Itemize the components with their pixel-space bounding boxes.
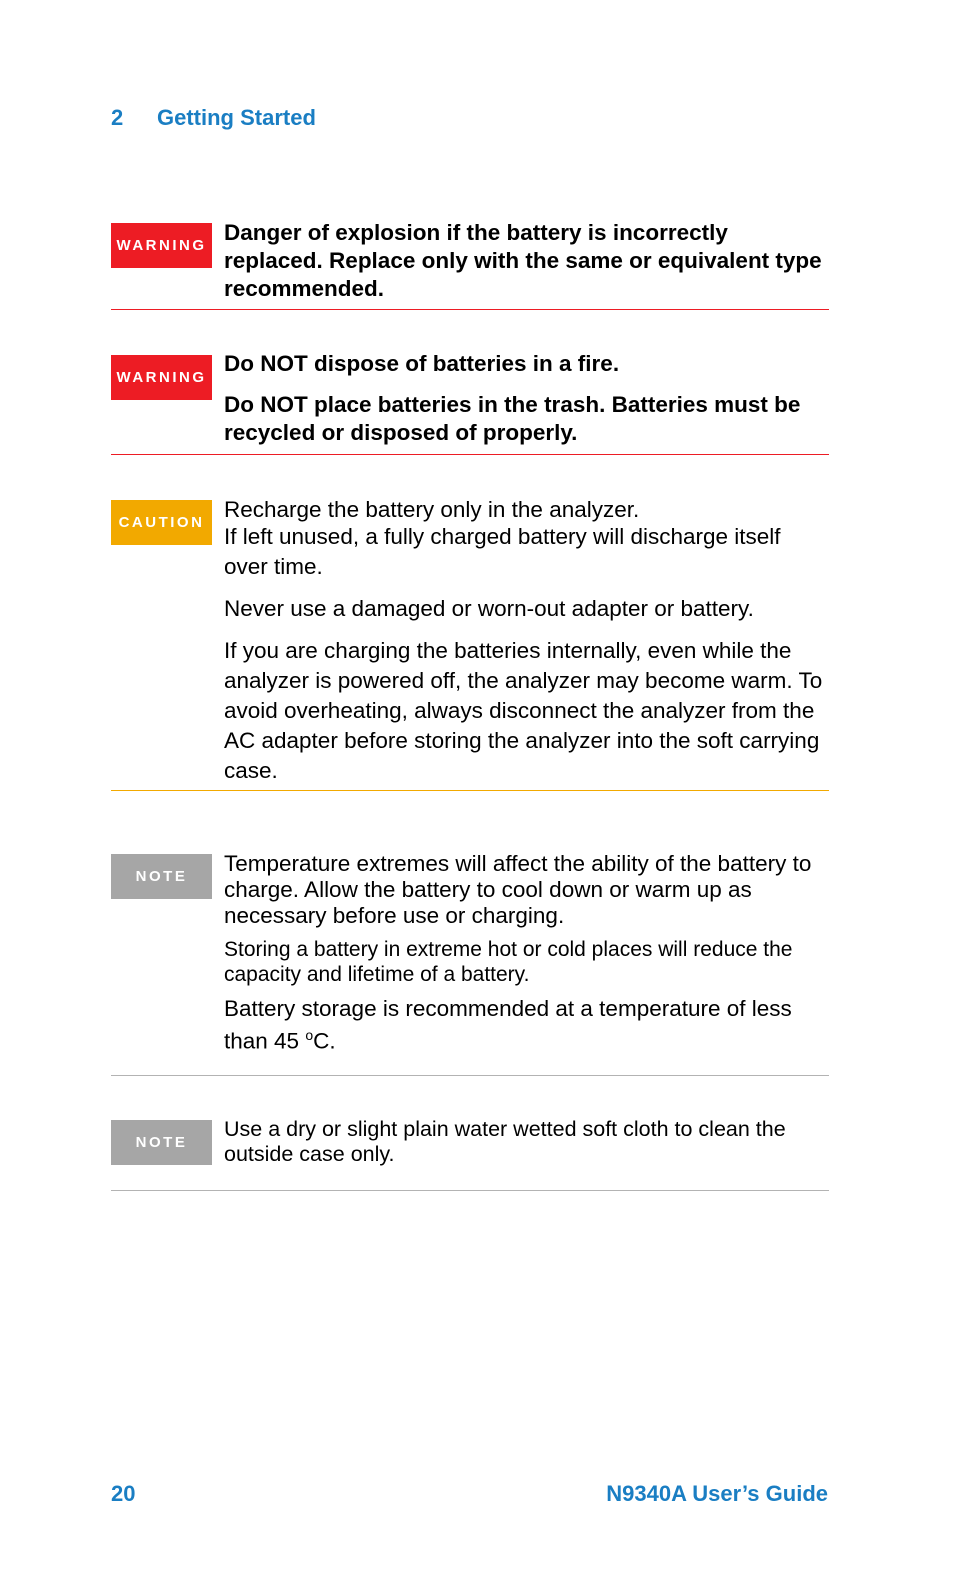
warning-tag: WARNING	[111, 223, 212, 268]
warning-tag: WARNING	[111, 355, 212, 400]
note-tag: NOTE	[111, 854, 212, 899]
page-number: 20	[111, 1481, 136, 1506]
warning-text	[224, 350, 829, 447]
chapter-title: Getting Started	[157, 105, 316, 130]
note-text	[224, 851, 829, 1055]
note-paragraph: Use a dry or slight plain water wetted soft cloth to clean the outside case only.	[224, 1117, 786, 1166]
warning-text	[224, 219, 829, 303]
divider	[111, 1190, 829, 1191]
divider	[111, 454, 829, 455]
caution-paragraph: Recharge the battery only in the analyzer.	[224, 497, 640, 522]
note-paragraph: Battery storage is recommended at a temperature of less than 45 $^o$C.	[224, 996, 792, 1054]
note-text	[224, 1117, 829, 1167]
caution-tag: CAUTION	[111, 500, 212, 545]
chapter-header	[111, 105, 316, 131]
caution-paragraph: If you are charging the batteries internally, even while the analyzer is powered off, the analyzer may become warm. To avoid overheating, always disconnect the analyzer from the AC adapter before storing the analyzer into the soft carrying case.	[224, 638, 823, 783]
chapter-number: 2	[111, 105, 124, 130]
note-tag: NOTE	[111, 1120, 212, 1165]
caution-paragraph: Never use a damaged or worn-out adapter or battery.	[224, 596, 754, 621]
caution-text	[224, 495, 829, 786]
note-paragraph: Storing a battery in extreme hot or cold places will reduce the capacity and lifetime of a battery.	[224, 938, 793, 986]
warning-paragraph: Do NOT dispose of batteries in a fire.	[224, 351, 620, 376]
divider	[111, 790, 829, 791]
warning-paragraph: Danger of explosion if the battery is incorrectly replaced. Replace only with the same or equivalent type recommended.	[224, 220, 822, 301]
guide-title: N9340A User’s Guide	[606, 1481, 828, 1506]
divider	[111, 309, 829, 310]
caution-paragraph: If left unused, a fully charged battery will discharge itself over time.	[224, 524, 781, 579]
divider	[111, 1075, 829, 1076]
note-paragraph: Temperature extremes will affect the ability of the battery to charge. Allow the battery to cool down or warm up as necessary before use or charging.	[224, 851, 812, 928]
warning-paragraph: Do NOT place batteries in the trash. Batteries must be recycled or disposed of properly.	[224, 392, 801, 445]
